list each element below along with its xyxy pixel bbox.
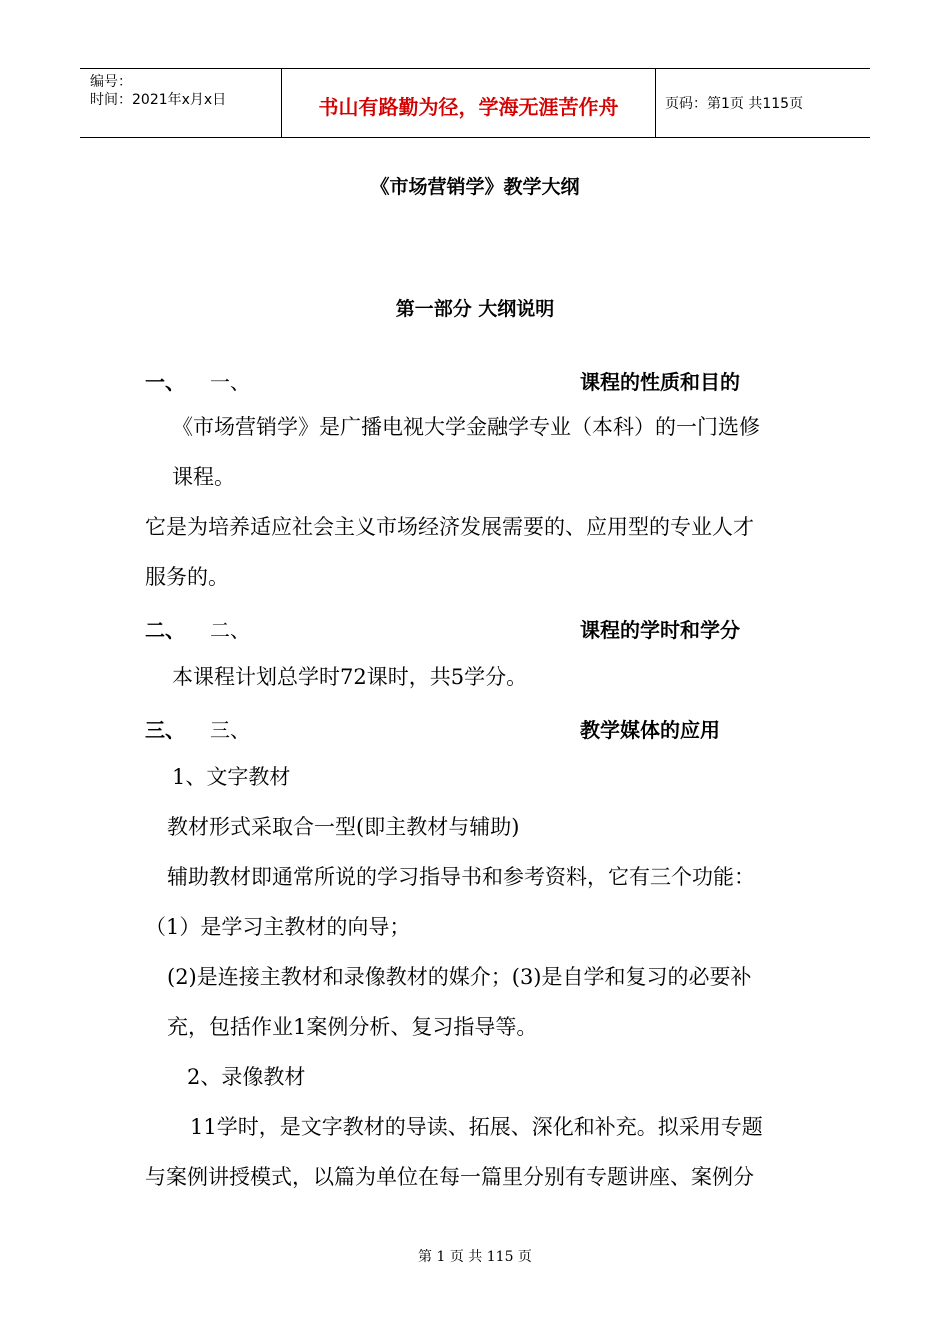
- paragraph-line: 辅助教材即通常所说的学习指导书和参考资料，它有三个功能：: [167, 865, 755, 889]
- section-2-label: 二、: [210, 618, 250, 642]
- document-title: 《市场营销学》教学大纲: [370, 176, 580, 198]
- section-1-number: 一、: [145, 370, 185, 394]
- paragraph-line: （1）是学习主教材的向导；: [145, 915, 411, 939]
- section-3-number: 三、: [145, 718, 185, 742]
- header-page-info: 页码：第1页 共115页: [665, 96, 804, 112]
- document-time-label: 时间：2021年x月x日: [90, 92, 227, 108]
- paragraph-line: 服务的。: [145, 565, 229, 589]
- page-footer: 第 1 页 共 115 页: [418, 1249, 532, 1265]
- header-motto-cell: [281, 69, 656, 137]
- paragraph-line: 充，包括作业1案例分析、复习指导等。: [167, 1015, 538, 1039]
- section-3-label: 三、: [210, 718, 250, 742]
- document-number-label: 编号：: [90, 74, 132, 90]
- subheading: 1、文字教材: [172, 765, 291, 789]
- section-2-number: 二、: [145, 618, 185, 642]
- subheading: 2、录像教材: [187, 1065, 306, 1089]
- section-1-label: 一、: [210, 370, 250, 394]
- paragraph-line: 教材形式采取合一型(即主教材与辅助): [167, 815, 520, 839]
- header-right-cell: [655, 69, 870, 137]
- paragraph-line: 11学时，是文字教材的导读、拓展、深化和补充。拟采用专题: [190, 1115, 763, 1139]
- section-1-title: 课程的性质和目的: [580, 370, 740, 394]
- part-title: 第一部分 大纲说明: [395, 298, 555, 320]
- page-header: [80, 68, 870, 138]
- paragraph-line: 与案例讲授模式，以篇为单位在每一篇里分别有专题讲座、案例分: [145, 1165, 754, 1189]
- section-2-title: 课程的学时和学分: [580, 618, 740, 642]
- paragraph-line: 课程。: [172, 465, 235, 489]
- paragraph-line: 本课程计划总学时72课时，共5学分。: [172, 665, 528, 689]
- section-3-title: 教学媒体的应用: [580, 718, 720, 742]
- paragraph-line: 《市场营销学》是广播电视大学金融学专业（本科）的一门选修: [172, 415, 760, 439]
- paragraph-line: 它是为培养适应社会主义市场经济发展需要的、应用型的专业人才: [145, 515, 754, 539]
- paragraph-line: (2)是连接主教材和录像教材的媒介；(3)是自学和复习的必要补: [167, 965, 752, 989]
- header-left-cell: [80, 69, 281, 137]
- header-motto: 书山有路勤为径，学海无涯苦作舟: [318, 95, 619, 119]
